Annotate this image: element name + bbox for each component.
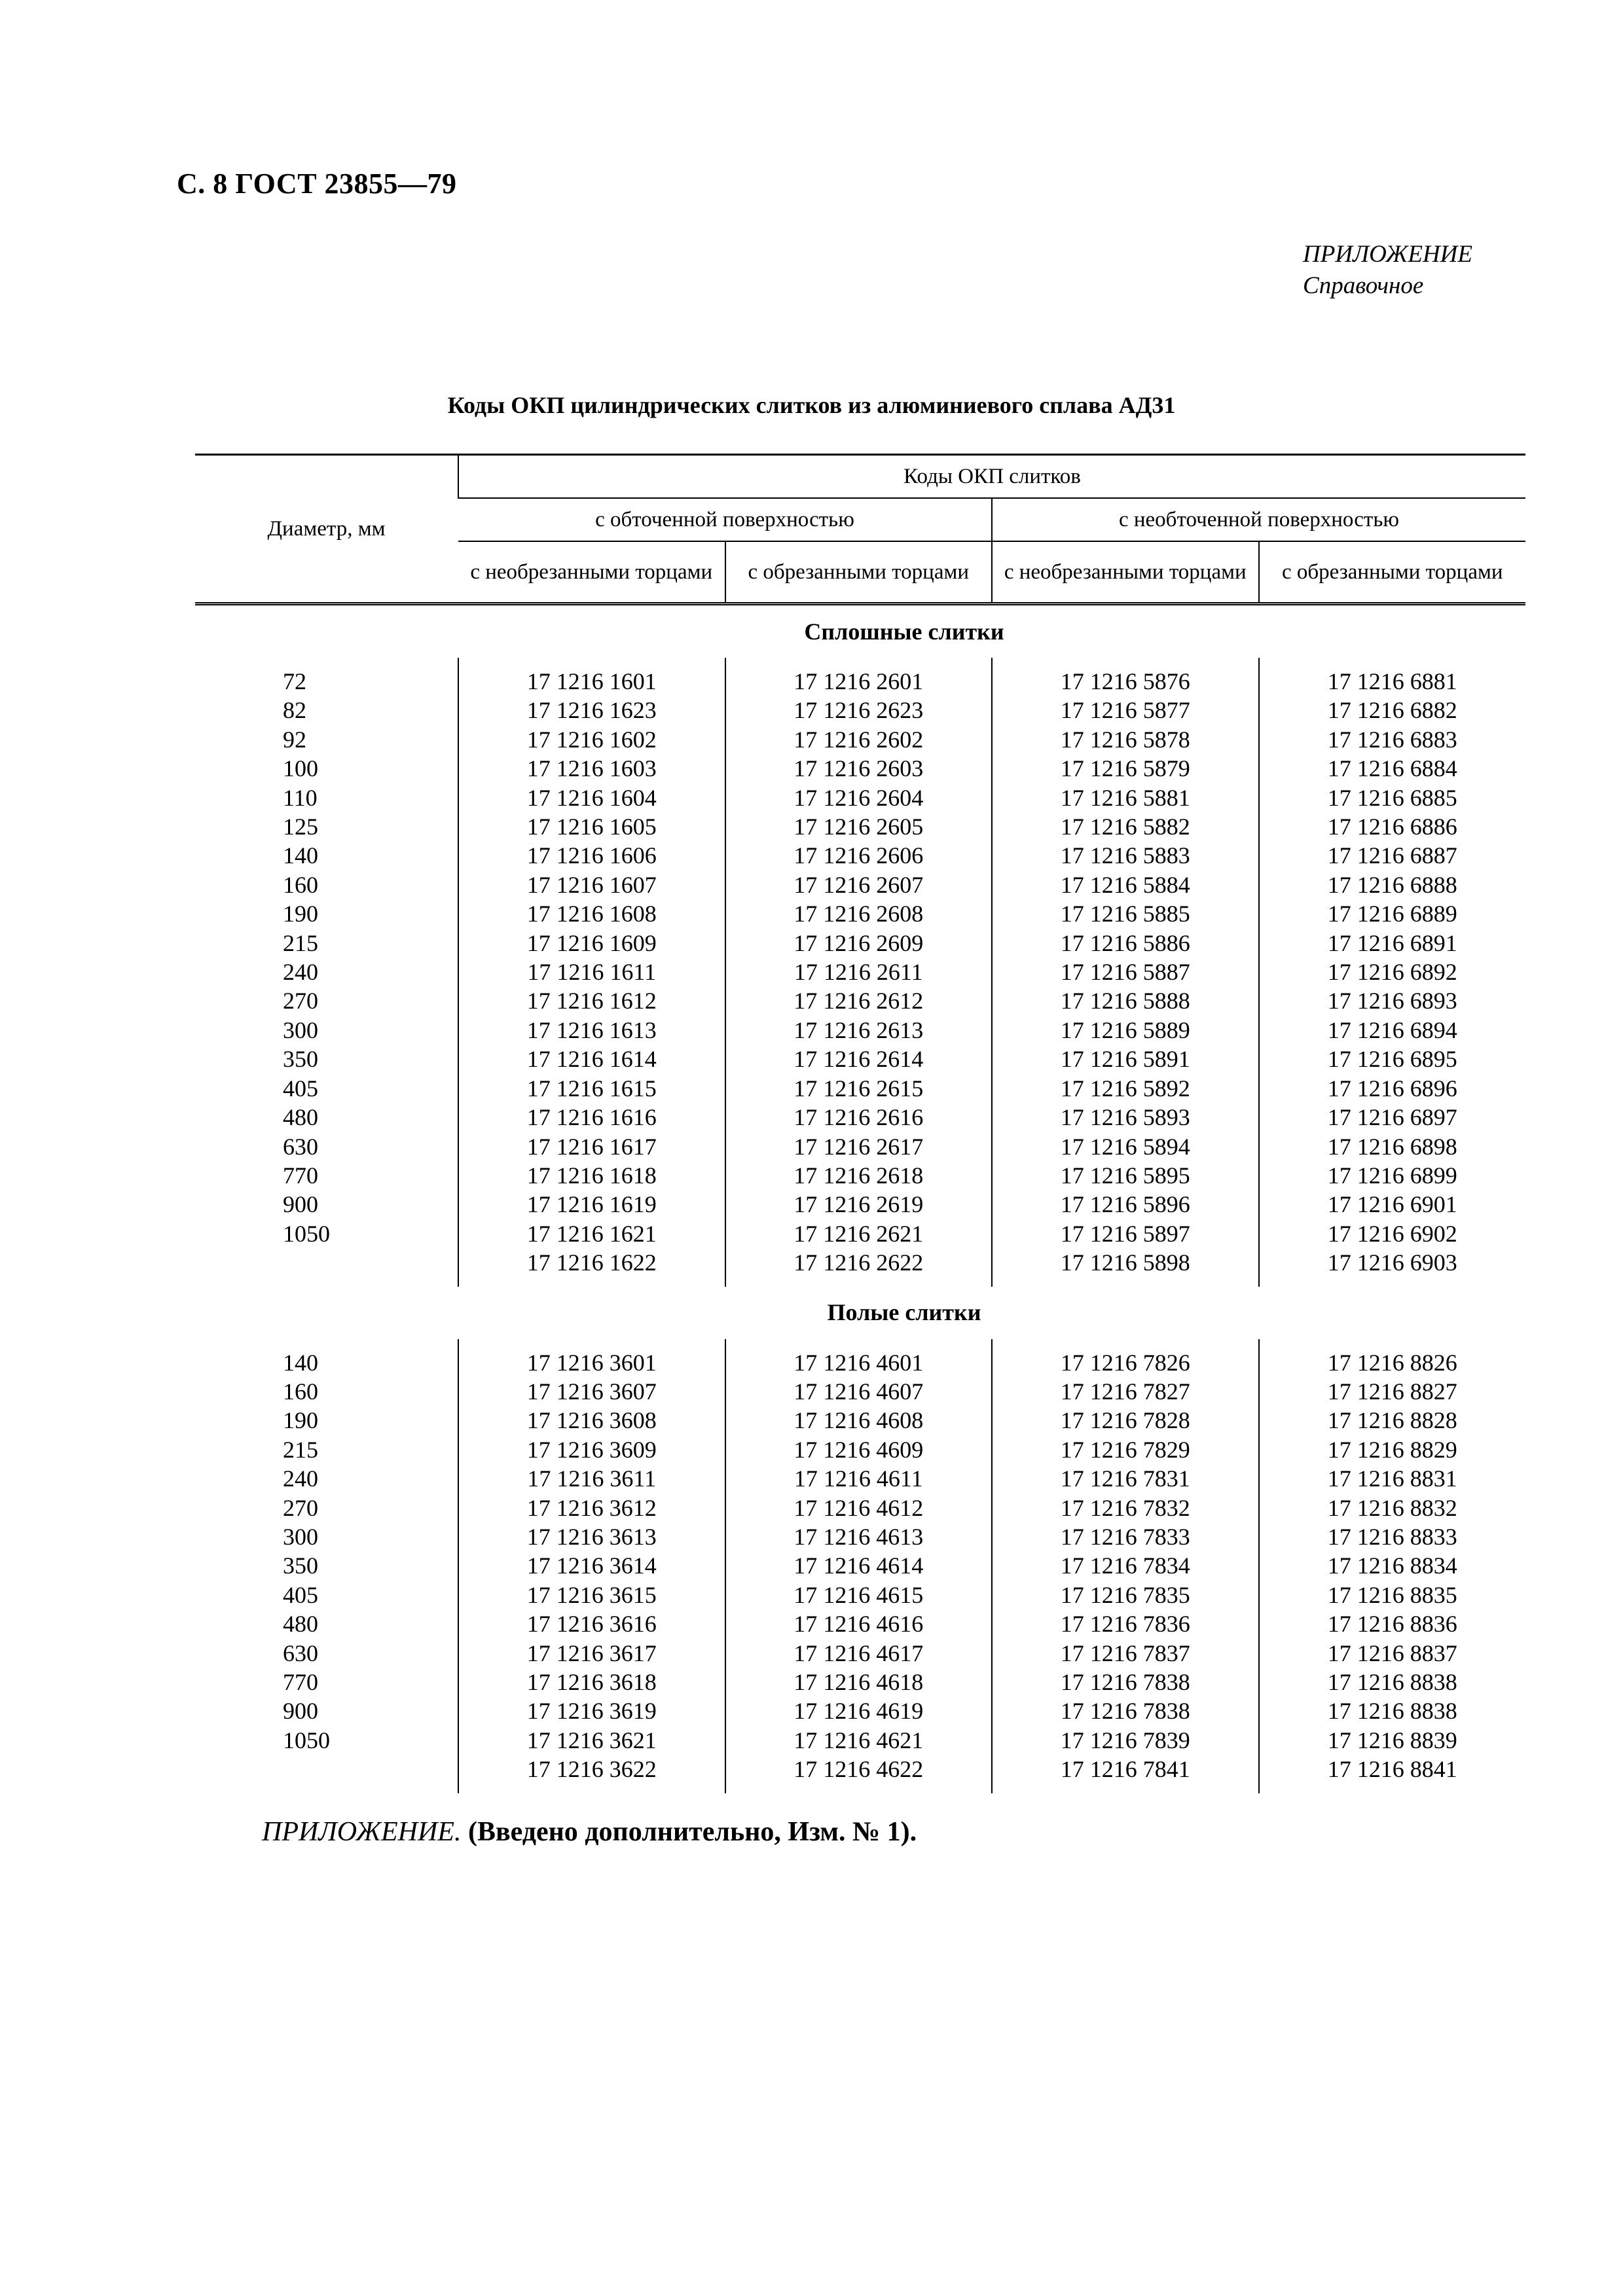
okp-code-cell: 17 1216 1618 (458, 1161, 725, 1190)
spacer-cell (458, 1278, 725, 1287)
okp-code-cell: 17 1216 1604 (458, 783, 725, 812)
table-row (195, 1696, 1525, 1725)
table-row (195, 1132, 1525, 1161)
table-row (195, 725, 1525, 754)
table-row (195, 1045, 1525, 1073)
okp-code-cell: 17 1216 1603 (458, 754, 725, 783)
table-row (195, 1581, 1525, 1609)
okp-code-cell: 17 1216 4611 (725, 1464, 993, 1493)
okp-code-cell: 17 1216 8838 (1259, 1668, 1526, 1696)
spacer-row (195, 1278, 1525, 1287)
okp-code-cell: 17 1216 3619 (458, 1696, 725, 1725)
diameter-cell: 900 (283, 1191, 318, 1218)
okp-code-cell: 17 1216 2602 (725, 725, 993, 754)
okp-code-cell: 17 1216 4608 (725, 1406, 993, 1435)
diameter-cell: 405 (283, 1075, 318, 1102)
okp-code-cell: 17 1216 6889 (1259, 899, 1526, 928)
spacer-cell (725, 1278, 993, 1287)
okp-code-cell: 17 1216 5891 (992, 1045, 1259, 1073)
okp-code-cell: 17 1216 1601 (458, 667, 725, 696)
okp-code-cell: 17 1216 8837 (1259, 1639, 1526, 1668)
footer-note (262, 1816, 917, 1848)
okp-code-cell: 17 1216 8833 (1259, 1522, 1526, 1551)
okp-code-cell: 17 1216 5898 (992, 1248, 1259, 1277)
okp-codes-table-wrapper (195, 454, 1525, 1793)
okp-code-cell: 17 1216 5896 (992, 1190, 1259, 1219)
okp-code-cell: 17 1216 1607 (458, 870, 725, 899)
diameter-cell: 82 (283, 697, 306, 724)
spacer-cell (458, 1339, 725, 1348)
okp-code-cell: 17 1216 5881 (992, 783, 1259, 812)
table-row (195, 986, 1525, 1015)
okp-code-cell: 17 1216 6903 (1259, 1248, 1526, 1277)
okp-code-cell: 17 1216 4618 (725, 1668, 993, 1696)
diameter-cell: 160 (283, 1378, 318, 1405)
table-row (195, 1755, 1525, 1784)
header-turned-cut: с обрезанными торцами (725, 541, 993, 604)
okp-code-cell: 17 1216 6902 (1259, 1219, 1526, 1248)
okp-code-cell: 17 1216 3609 (458, 1435, 725, 1464)
okp-code-cell: 17 1216 1615 (458, 1074, 725, 1103)
spacer-row (195, 1784, 1525, 1793)
spacer-cell (195, 1784, 458, 1793)
table-row (195, 812, 1525, 841)
okp-code-cell: 17 1216 3622 (458, 1755, 725, 1784)
okp-code-cell: 17 1216 6896 (1259, 1074, 1526, 1103)
okp-code-cell: 17 1216 5876 (992, 667, 1259, 696)
okp-code-cell: 17 1216 5878 (992, 725, 1259, 754)
okp-code-cell: 17 1216 7829 (992, 1435, 1259, 1464)
header-turned-uncut: с необрезанными торцами (470, 560, 713, 584)
appendix-label (1303, 239, 1472, 302)
okp-code-cell: 17 1216 8838 (1259, 1696, 1526, 1725)
page-header: С. 8 ГОСТ 23855—79 (177, 168, 457, 200)
spacer-cell (1259, 658, 1526, 667)
table-row (195, 1219, 1525, 1248)
okp-code-cell: 17 1216 1614 (458, 1045, 725, 1073)
table-row (195, 1103, 1525, 1132)
diameter-cell: 160 (283, 871, 318, 898)
okp-code-cell: 17 1216 5885 (992, 899, 1259, 928)
table-body (195, 604, 1525, 1793)
table-row (195, 841, 1525, 870)
okp-code-cell: 17 1216 5882 (992, 812, 1259, 841)
okp-code-cell: 17 1216 2623 (725, 696, 993, 725)
okp-code-cell: 17 1216 8829 (1259, 1435, 1526, 1464)
okp-code-cell: 17 1216 5887 (992, 958, 1259, 986)
table-row (195, 696, 1525, 725)
okp-code-cell: 17 1216 5889 (992, 1016, 1259, 1045)
okp-code-cell: 17 1216 7835 (992, 1581, 1259, 1609)
diameter-cell: 270 (283, 988, 318, 1014)
okp-code-cell: 17 1216 3611 (458, 1464, 725, 1493)
diameter-cell: 125 (283, 814, 318, 840)
table-row (195, 1435, 1525, 1464)
okp-code-cell: 17 1216 8839 (1259, 1726, 1526, 1755)
table-row (195, 783, 1525, 812)
okp-code-cell: 17 1216 3621 (458, 1726, 725, 1755)
okp-code-cell: 17 1216 2604 (725, 783, 993, 812)
okp-code-cell: 17 1216 2611 (725, 958, 993, 986)
okp-code-cell: 17 1216 2615 (725, 1074, 993, 1103)
okp-code-cell: 17 1216 1611 (458, 958, 725, 986)
okp-code-cell: 17 1216 4607 (725, 1377, 993, 1406)
appendix-title: ПРИЛОЖЕНИЕ (1303, 241, 1472, 268)
okp-code-cell: 17 1216 5886 (992, 929, 1259, 958)
okp-code-cell: 17 1216 5897 (992, 1219, 1259, 1248)
okp-code-cell: 17 1216 1617 (458, 1132, 725, 1161)
okp-code-cell: 17 1216 8828 (1259, 1406, 1526, 1435)
okp-code-cell: 17 1216 8832 (1259, 1494, 1526, 1522)
table-row (195, 1609, 1525, 1638)
okp-code-cell: 17 1216 5888 (992, 986, 1259, 1015)
table-row (195, 667, 1525, 696)
spacer-cell (1259, 1339, 1526, 1348)
okp-code-cell: 17 1216 8826 (1259, 1348, 1526, 1377)
okp-code-cell: 17 1216 1612 (458, 986, 725, 1015)
okp-code-cell: 17 1216 6891 (1259, 929, 1526, 958)
okp-code-cell: 17 1216 8836 (1259, 1609, 1526, 1638)
diameter-cell: 770 (283, 1162, 318, 1189)
diameter-cell: 140 (283, 842, 318, 869)
okp-code-cell: 17 1216 7839 (992, 1726, 1259, 1755)
okp-code-cell: 17 1216 7833 (992, 1522, 1259, 1551)
okp-code-cell: 17 1216 3601 (458, 1348, 725, 1377)
okp-code-cell: 17 1216 8827 (1259, 1377, 1526, 1406)
okp-code-cell: 17 1216 6895 (1259, 1045, 1526, 1073)
okp-code-cell: 17 1216 3618 (458, 1668, 725, 1696)
diameter-cell: 350 (283, 1552, 318, 1579)
okp-code-cell: 17 1216 2607 (725, 870, 993, 899)
spacer-cell (992, 1339, 1259, 1348)
okp-code-cell: 17 1216 4621 (725, 1726, 993, 1755)
section-row (195, 1287, 1525, 1339)
okp-code-cell: 17 1216 3614 (458, 1551, 725, 1580)
table-row (195, 1074, 1525, 1103)
diameter-cell: 480 (283, 1611, 318, 1638)
spacer-cell (725, 1784, 993, 1793)
diameter-cell: 240 (283, 1465, 318, 1492)
diameter-cell: 300 (283, 1523, 318, 1550)
spacer-cell (992, 658, 1259, 667)
header-unturned-uncut: с необрезанными торцами (992, 541, 1259, 604)
okp-code-cell: 17 1216 4614 (725, 1551, 993, 1580)
table-row (195, 754, 1525, 783)
okp-code-cell: 17 1216 2621 (725, 1219, 993, 1248)
okp-code-cell: 17 1216 1619 (458, 1190, 725, 1219)
diameter-cell: 300 (283, 1016, 318, 1043)
spacer-cell (992, 1784, 1259, 1793)
okp-code-cell: 17 1216 7826 (992, 1348, 1259, 1377)
section-title: Полые слитки (827, 1299, 981, 1326)
table-row (195, 1348, 1525, 1377)
table-row (195, 1668, 1525, 1696)
table-row (195, 958, 1525, 986)
okp-code-cell: 17 1216 7832 (992, 1494, 1259, 1522)
diameter-cell: 480 (283, 1104, 318, 1131)
table-header (195, 455, 1525, 604)
okp-code-cell: 17 1216 3615 (458, 1581, 725, 1609)
table-row (195, 1464, 1525, 1493)
okp-code-cell: 17 1216 6886 (1259, 812, 1526, 841)
okp-code-cell: 17 1216 3613 (458, 1522, 725, 1551)
diameter-cell: 630 (283, 1640, 318, 1666)
okp-code-cell: 17 1216 3616 (458, 1609, 725, 1638)
okp-code-cell: 17 1216 7836 (992, 1609, 1259, 1638)
spacer-cell (195, 1339, 458, 1348)
okp-code-cell: 17 1216 6892 (1259, 958, 1526, 986)
footer-text: (Введено дополнительно, Изм. № 1). (467, 1817, 917, 1847)
table-row (195, 1016, 1525, 1045)
okp-code-cell: 17 1216 4622 (725, 1755, 993, 1784)
diameter-cell: 190 (283, 1407, 318, 1434)
okp-code-cell: 17 1216 8835 (1259, 1581, 1526, 1609)
okp-code-cell: 17 1216 7841 (992, 1755, 1259, 1784)
okp-code-cell: 17 1216 4615 (725, 1581, 993, 1609)
okp-code-cell: 17 1216 6888 (1259, 870, 1526, 899)
okp-code-cell: 17 1216 6882 (1259, 696, 1526, 725)
header-diameter: Диаметр, мм (195, 455, 458, 604)
okp-code-cell: 17 1216 1613 (458, 1016, 725, 1045)
diameter-cell: 405 (283, 1581, 318, 1608)
okp-code-cell: 17 1216 2618 (725, 1161, 993, 1190)
table-row (195, 1248, 1525, 1277)
diameter-cell: 140 (283, 1349, 318, 1376)
okp-code-cell: 17 1216 2617 (725, 1132, 993, 1161)
okp-code-cell: 17 1216 8841 (1259, 1755, 1526, 1784)
okp-code-cell: 17 1216 7838 (992, 1668, 1259, 1696)
spacer-cell (458, 658, 725, 667)
okp-code-cell: 17 1216 5892 (992, 1074, 1259, 1103)
diameter-cell: 92 (283, 726, 306, 753)
table-row (195, 929, 1525, 958)
okp-code-cell: 17 1216 4601 (725, 1348, 993, 1377)
okp-code-cell: 17 1216 4616 (725, 1609, 993, 1638)
spacer-cell (458, 1784, 725, 1793)
okp-code-cell: 17 1216 2614 (725, 1045, 993, 1073)
okp-code-cell: 17 1216 5883 (992, 841, 1259, 870)
okp-code-cell: 17 1216 5884 (992, 870, 1259, 899)
okp-code-cell: 17 1216 3617 (458, 1639, 725, 1668)
header-unturned: с необточенной поверхностью (992, 498, 1525, 541)
okp-code-cell: 17 1216 1621 (458, 1219, 725, 1248)
table-row (195, 899, 1525, 928)
okp-code-cell: 17 1216 7828 (992, 1406, 1259, 1435)
okp-code-cell: 17 1216 5877 (992, 696, 1259, 725)
table-row (195, 1161, 1525, 1190)
diameter-cell: 72 (283, 668, 306, 694)
spacer-cell (992, 1278, 1259, 1287)
table-row (195, 1551, 1525, 1580)
table-row (195, 1522, 1525, 1551)
table-row (195, 1377, 1525, 1406)
diameter-cell: 240 (283, 959, 318, 986)
okp-code-cell: 17 1216 2609 (725, 929, 993, 958)
header-unturned-cut: с обрезанными торцами (1259, 541, 1526, 604)
okp-codes-table (195, 454, 1525, 1793)
okp-code-cell: 17 1216 2619 (725, 1190, 993, 1219)
header-codes: Коды ОКП слитков (458, 455, 1525, 499)
spacer-row (195, 1339, 1525, 1348)
okp-code-cell: 17 1216 4609 (725, 1435, 993, 1464)
okp-code-cell: 17 1216 7837 (992, 1639, 1259, 1668)
okp-code-cell: 17 1216 6884 (1259, 754, 1526, 783)
okp-code-cell: 17 1216 1602 (458, 725, 725, 754)
okp-code-cell: 17 1216 7834 (992, 1551, 1259, 1580)
table-row (195, 1726, 1525, 1755)
spacer-cell (1259, 1278, 1526, 1287)
table-row (195, 1494, 1525, 1522)
spacer-cell (725, 658, 993, 667)
okp-code-cell: 17 1216 1616 (458, 1103, 725, 1132)
okp-code-cell: 17 1216 2601 (725, 667, 993, 696)
diameter-cell: 630 (283, 1133, 318, 1160)
okp-code-cell: 17 1216 2616 (725, 1103, 993, 1132)
table-title: Коды ОКП цилиндрических слитков из алюминиевого сплава АД31 (447, 392, 1176, 418)
diameter-cell (195, 1248, 458, 1277)
diameter-cell: 350 (283, 1046, 318, 1073)
diameter-cell: 1050 (283, 1220, 330, 1247)
diameter-cell: 100 (283, 755, 318, 782)
okp-code-cell: 17 1216 5894 (992, 1132, 1259, 1161)
diameter-cell: 215 (283, 1436, 318, 1463)
okp-code-cell: 17 1216 6894 (1259, 1016, 1526, 1045)
table-row (195, 870, 1525, 899)
okp-code-cell: 17 1216 1622 (458, 1248, 725, 1277)
header-turned: с обточенной поверхностью (458, 498, 992, 541)
okp-code-cell: 17 1216 6899 (1259, 1161, 1526, 1190)
okp-code-cell: 17 1216 7831 (992, 1464, 1259, 1493)
okp-code-cell: 17 1216 3608 (458, 1406, 725, 1435)
diameter-cell (195, 1755, 458, 1784)
okp-code-cell: 17 1216 7827 (992, 1377, 1259, 1406)
okp-code-cell: 17 1216 6898 (1259, 1132, 1526, 1161)
okp-code-cell: 17 1216 8834 (1259, 1551, 1526, 1580)
table-row (195, 1406, 1525, 1435)
okp-code-cell: 17 1216 6893 (1259, 986, 1526, 1015)
okp-code-cell: 17 1216 5893 (992, 1103, 1259, 1132)
okp-code-cell: 17 1216 4613 (725, 1522, 993, 1551)
okp-code-cell: 17 1216 2605 (725, 812, 993, 841)
okp-code-cell: 17 1216 6881 (1259, 667, 1526, 696)
spacer-row (195, 658, 1525, 667)
okp-code-cell: 17 1216 1623 (458, 696, 725, 725)
okp-code-cell: 17 1216 8831 (1259, 1464, 1526, 1493)
diameter-cell: 900 (283, 1698, 318, 1725)
diameter-cell: 190 (283, 901, 318, 927)
spacer-cell (1259, 1784, 1526, 1793)
okp-code-cell: 17 1216 4612 (725, 1494, 993, 1522)
okp-code-cell: 17 1216 6883 (1259, 725, 1526, 754)
okp-code-cell: 17 1216 6897 (1259, 1103, 1526, 1132)
okp-code-cell: 17 1216 6885 (1259, 783, 1526, 812)
spacer-cell (195, 658, 458, 667)
okp-code-cell: 17 1216 2612 (725, 986, 993, 1015)
section-title: Сплошные слитки (804, 618, 1004, 645)
okp-code-cell: 17 1216 6901 (1259, 1190, 1526, 1219)
okp-code-cell: 17 1216 5879 (992, 754, 1259, 783)
okp-code-cell: 17 1216 3612 (458, 1494, 725, 1522)
okp-code-cell: 17 1216 6887 (1259, 841, 1526, 870)
okp-code-cell: 17 1216 1608 (458, 899, 725, 928)
diameter-cell: 270 (283, 1494, 318, 1521)
okp-code-cell: 17 1216 7838 (992, 1696, 1259, 1725)
appendix-subtitle: Справочное (1303, 272, 1424, 299)
spacer-cell (725, 1339, 993, 1348)
okp-code-cell: 17 1216 2606 (725, 841, 993, 870)
okp-code-cell: 17 1216 1605 (458, 812, 725, 841)
okp-code-cell: 17 1216 2608 (725, 899, 993, 928)
okp-code-cell: 17 1216 3607 (458, 1377, 725, 1406)
section-row (195, 604, 1525, 658)
okp-code-cell: 17 1216 1606 (458, 841, 725, 870)
diameter-cell: 1050 (283, 1727, 330, 1753)
table-row (195, 1190, 1525, 1219)
footer-label: ПРИЛОЖЕНИЕ. (262, 1817, 462, 1847)
okp-code-cell: 17 1216 4619 (725, 1696, 993, 1725)
diameter-cell: 110 (283, 784, 318, 811)
okp-code-cell: 17 1216 2603 (725, 754, 993, 783)
table-row (195, 1639, 1525, 1668)
okp-code-cell: 17 1216 4617 (725, 1639, 993, 1668)
diameter-cell: 215 (283, 929, 318, 956)
okp-code-cell: 17 1216 2622 (725, 1248, 993, 1277)
okp-code-cell: 17 1216 2613 (725, 1016, 993, 1045)
spacer-cell (195, 1278, 458, 1287)
diameter-cell: 770 (283, 1669, 318, 1695)
okp-code-cell: 17 1216 1609 (458, 929, 725, 958)
okp-code-cell: 17 1216 5895 (992, 1161, 1259, 1190)
